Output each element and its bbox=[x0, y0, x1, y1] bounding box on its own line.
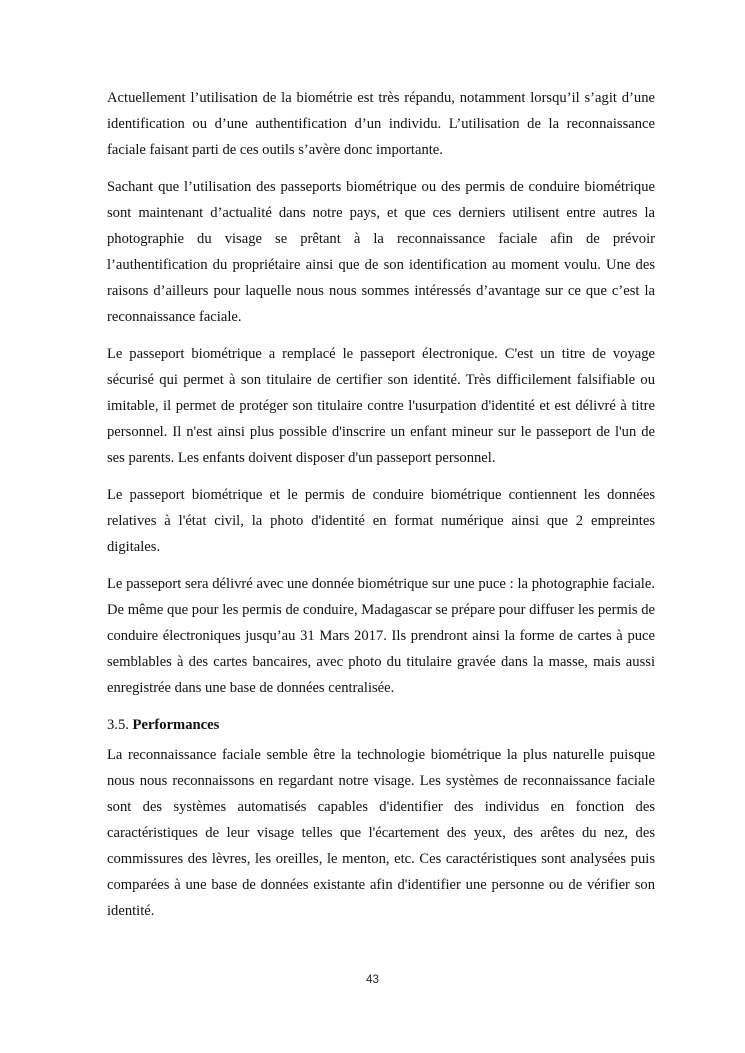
paragraph-biometrics-intro: Actuellement l’utilisation de la biométrie est très répandu, notamment lorsqu’il s’agit d’une identification ou d’une authentification d’un individu. L’utilisation de la reconnaissance faciale faisant parti de ces outils s’avère donc importante. bbox=[107, 90, 655, 158]
paragraph-chip-delivery: Le passeport sera délivré avec une donnée biométrique sur une puce : la photographie faciale. De même que pour les permis de conduire, Madagascar se prépare pour diffuser les permis de conduire électroniques jusqu’au 31 Mars 2017. Ils prendront ainsi la forme de cartes à puce semblables à des cartes bancaires, avec photo du titulaire gravée dans la masse, mais aussi enregistrée dans une base de données centralisée. bbox=[107, 576, 655, 696]
paragraph-passport-license-context: Sachant que l’utilisation des passeports biométrique ou des permis de conduire biométrique sont maintenant d’actualité dans notre pays, et que ces derniers utilisent entre autres la photographie du visage se prêtant à la reconnaissance faciale afin de prévoir l’authentification du propriétaire ainsi que de son identification au moment voulu. Une des raisons d’ailleurs pour laquelle nous nous sommes intéressés d’avantage sur ce que c’est la reconnaissance faciale. bbox=[107, 179, 655, 325]
section-number: 3.5. bbox=[107, 717, 129, 733]
paragraph-biometric-passport: Le passeport biométrique a remplacé le passeport électronique. C'est un titre de voyage sécurisé qui permet à son titulaire de certifier son identité. Très difficilement falsifiable ou imitable, il permet de protéger son titulaire contre l'usurpation d'identité et est délivré à titre personnel. Il n'est ainsi plus possible d'inscrire un enfant mineur sur le passeport de l'un de ses parents. Les enfants doivent disposer d'un passeport personnel. bbox=[107, 346, 655, 466]
section-heading bbox=[107, 712, 655, 738]
document-page bbox=[107, 85, 655, 935]
paragraph-performances: La reconnaissance faciale semble être la technologie biométrique la plus naturelle puisque nous nous reconnaissons en regardant notre visage. Les systèmes de reconnaissance faciale sont des systèmes automatisés capables d'identifier des individus en fonction des caractéristiques de leur visage telles que l'écartement des yeux, des arêtes du nez, des commissures des lèvres, les oreilles, le menton, etc. Ces caractéristiques sont analysées puis comparées à une base de données existante afin d'identifier une personne ou de vérifier son identité. bbox=[107, 747, 655, 919]
page-number: 43 bbox=[366, 974, 379, 986]
paragraph-stored-data: Le passeport biométrique et le permis de conduire biométrique contiennent les données relatives à l'état civil, la photo d'identité en format numérique ainsi que 2 empreintes digitales. bbox=[107, 487, 655, 555]
section-title: Performances bbox=[132, 717, 220, 733]
